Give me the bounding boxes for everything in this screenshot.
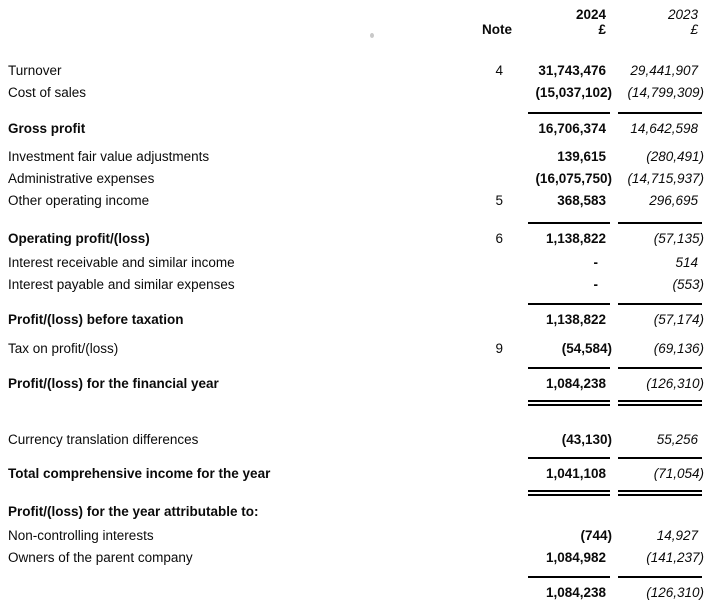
row-value-2023: 14,927 (656, 528, 698, 543)
single-underline (528, 303, 610, 306)
currency-2023-header: £ (690, 22, 698, 37)
row-gross-profit (8, 118, 704, 140)
single-underline (618, 303, 702, 306)
row-note: 4 (495, 63, 503, 78)
row-value-2023: (553) (672, 277, 704, 292)
row-other-operating-income (8, 190, 704, 212)
row-value-2024: 16,706,374 (538, 121, 606, 136)
row-value-2024: - (593, 277, 598, 292)
single-underline (618, 112, 702, 115)
row-note: 6 (495, 231, 503, 246)
row-value-2023: 55,256 (656, 432, 698, 447)
row-label: Tax on profit/(loss) (8, 341, 119, 356)
single-underline (528, 222, 610, 225)
row-value-2024: (54,584) (561, 341, 612, 356)
row-interest-receivable (8, 252, 704, 274)
row-label: Cost of sales (8, 85, 87, 100)
row-value-2023: (57,135) (653, 231, 704, 246)
double-underline (528, 400, 610, 406)
row-value-2023: (141,237) (646, 550, 704, 565)
total-rule (8, 303, 704, 306)
row-label: Total comprehensive income for the year (8, 466, 271, 481)
year-header-row (8, 7, 704, 22)
row-value-2023: 14,642,598 (630, 121, 698, 136)
year-2023-header: 2023 (667, 7, 698, 22)
single-underline (528, 367, 610, 370)
row-label: Non-controlling interests (8, 528, 154, 543)
single-underline (618, 222, 702, 225)
row-value-2023: 514 (675, 255, 698, 270)
row-total-comprehensive-income (8, 463, 704, 485)
single-underline (528, 457, 610, 460)
row-label: Gross profit (8, 121, 86, 136)
row-value-2024: 139,615 (557, 149, 606, 164)
row-attributable-total (8, 582, 704, 604)
row-value-2023: (14,799,309) (627, 85, 704, 100)
row-value-2024: (16,075,750) (535, 171, 612, 186)
row-label: Operating profit/(loss) (8, 231, 150, 246)
row-label: Interest payable and similar expenses (8, 277, 235, 292)
note-column-header: Note (482, 22, 512, 37)
row-value-2024: 1,138,822 (545, 312, 606, 327)
row-value-2023: 296,695 (649, 193, 698, 208)
row-value-2024: (744) (580, 528, 612, 543)
single-underline (618, 457, 702, 460)
row-label: Interest receivable and similar income (8, 255, 235, 270)
row-label: Investment fair value adjustments (8, 149, 210, 164)
row-cost-of-sales (8, 82, 704, 104)
single-underline (528, 112, 610, 115)
row-turnover (8, 60, 704, 82)
total-rule (8, 457, 704, 460)
row-label: Other operating income (8, 193, 150, 208)
row-value-2024: (15,037,102) (535, 85, 612, 100)
row-value-2024: - (593, 255, 598, 270)
row-profit-before-taxation (8, 309, 704, 331)
row-value-2023: (280,491) (646, 149, 704, 164)
row-value-2024: 1,084,982 (545, 550, 606, 565)
row-value-2023: (126,310) (646, 585, 704, 600)
row-value-2024: (43,130) (561, 432, 612, 447)
row-label: Owners of the parent company (8, 550, 193, 565)
row-attributable-heading (8, 501, 704, 523)
row-value-2023: (71,054) (653, 466, 704, 481)
total-rule (8, 222, 704, 225)
row-interest-payable (8, 274, 704, 296)
row-value-2023: (69,136) (653, 341, 704, 356)
row-label: Administrative expenses (8, 171, 155, 186)
scan-artifact (370, 33, 374, 38)
double-underline (528, 490, 610, 496)
row-value-2024: 1,084,238 (545, 376, 606, 391)
row-currency-translation-differences (8, 429, 704, 451)
row-label: Profit/(loss) for the financial year (8, 376, 219, 391)
total-rule (8, 576, 704, 579)
double-underline (618, 400, 702, 406)
row-value-2023: 29,441,907 (630, 63, 698, 78)
row-value-2024: 1,041,108 (545, 466, 606, 481)
row-value-2023: (14,715,937) (627, 171, 704, 186)
year-2024-header: 2024 (575, 7, 606, 22)
row-tax-on-profit-loss (8, 338, 704, 360)
row-value-2023: (126,310) (646, 376, 704, 391)
row-value-2023: (57,174) (653, 312, 704, 327)
row-label: Currency translation differences (8, 432, 199, 447)
row-profit-for-financial-year (8, 373, 704, 395)
row-non-controlling-interests (8, 525, 704, 547)
row-operating-profit-loss (8, 228, 704, 250)
double-underline (618, 490, 702, 496)
row-investment-fair-value-adjustments (8, 146, 704, 168)
row-label (8, 582, 452, 604)
row-note: 9 (495, 341, 503, 356)
row-value-2024: 368,583 (557, 193, 606, 208)
row-label: Profit/(loss) for the year attributable to: (8, 504, 259, 519)
row-owners-of-parent-company (8, 547, 704, 569)
total-rule (8, 112, 704, 115)
single-underline (618, 367, 702, 370)
row-value-2024: 1,084,238 (545, 585, 606, 600)
row-note: 5 (495, 193, 503, 208)
row-label: Profit/(loss) before taxation (8, 312, 184, 327)
single-underline (618, 576, 702, 579)
row-label: Turnover (8, 63, 62, 78)
row-value-2024: 1,138,822 (545, 231, 606, 246)
grand-total-rule (8, 490, 704, 496)
currency-header-row (8, 22, 704, 38)
total-rule (8, 367, 704, 370)
single-underline (528, 576, 610, 579)
currency-2024-header: £ (598, 22, 606, 37)
row-value-2024: 31,743,476 (538, 63, 606, 78)
grand-total-rule (8, 400, 704, 406)
row-administrative-expenses (8, 168, 704, 190)
